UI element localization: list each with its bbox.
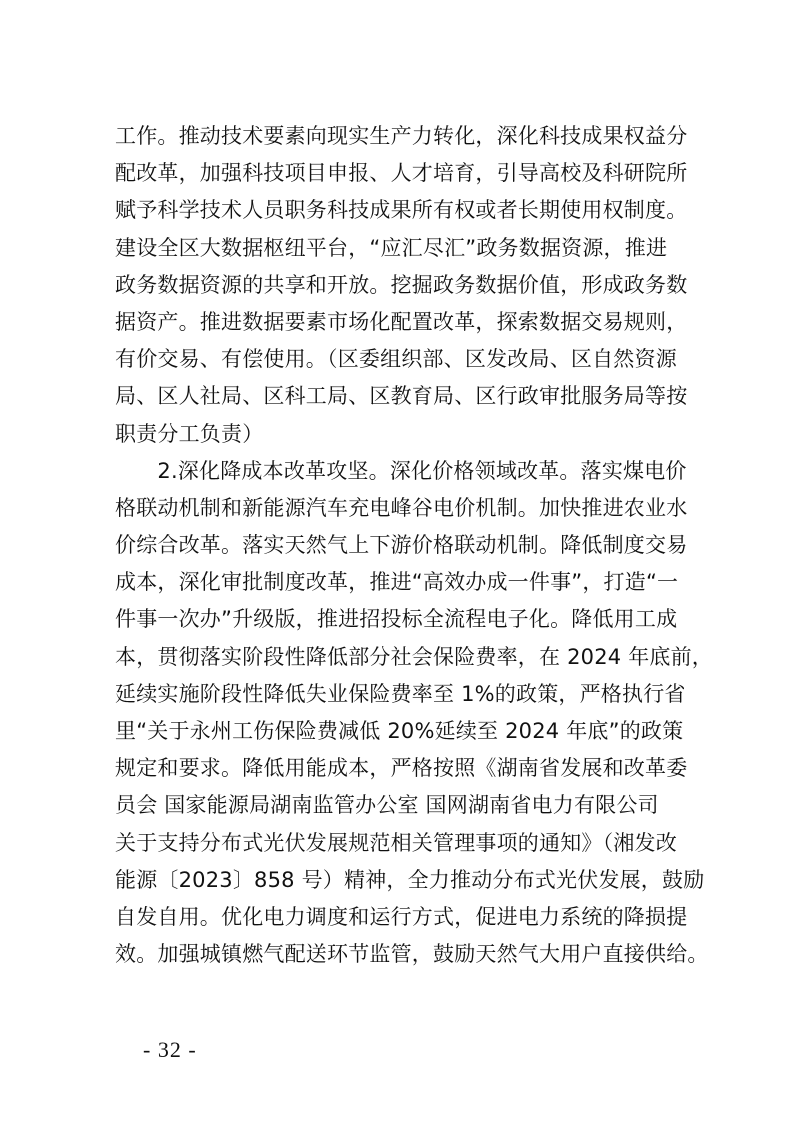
page-number: - 32 -	[143, 1037, 197, 1062]
text-line: 建设全区大数据枢纽平台，“应汇尽汇”政务数据资源，推进	[115, 235, 668, 260]
text-line: 有价交易、有偿使用。（区委组织部、区发改局、区自然资源	[115, 347, 677, 372]
text-line: 规定和要求。降低用能成本，严格按照《湖南省发展和改革委	[115, 756, 688, 781]
text-line: 价综合改革。落实天然气上下游价格联动机制。降低制度交易	[115, 533, 688, 558]
text-line: 工作。推动技术要素向现实生产力转化，深化科技成果权益分	[115, 124, 688, 148]
text-line: 格联动机制和新能源汽车充电峰谷电价机制。加快推进农业水	[115, 495, 688, 520]
text-line: 局、区人社局、区科工局、区教育局、区行政审批服务局等按	[115, 384, 688, 409]
text-line: 政务数据资源的共享和开放。挖掘政务数据价值，形成政务数	[115, 272, 688, 297]
text-line: 成本，深化审批制度改革，推进“高效办成一件事”，打造“一	[115, 570, 679, 595]
text-line: 本，贯彻落实阶段性降低部分社会保险费率，在 2024 年底前，	[115, 644, 713, 669]
text-line: 自发自用。优化电力调度和运行方式，促进电力系统的降损提	[115, 904, 688, 929]
text-line: 员会 国家能源局湖南监管办公室 国网湖南省电力有限公司	[115, 793, 659, 818]
text-line: 据资产。推进数据要素市场化配置改革，探索数据交易规则，	[115, 309, 688, 334]
text-line: 延续实施阶段性降低失业保险费率至 1%的政策，严格执行省	[115, 681, 686, 706]
text-line: 2.深化降成本改革攻坚。深化价格领域改革。落实煤电价	[115, 458, 687, 483]
text-line: 配改革，加强科技项目申报、人才培育，引导高校及科研院所	[115, 161, 688, 186]
text-line: 效。加强城镇燃气配送环节监管，鼓励天然气大用户直接供给。	[115, 942, 709, 967]
text-line: 职责分工负责）	[115, 421, 264, 446]
body-text	[115, 118, 715, 973]
text-line: 件事一次办”升级版，推进招投标全流程电子化。降低用工成	[115, 607, 678, 632]
text-line: 里“关于永州工伤保险费减低 20%延续至 2024 年底”的政策	[115, 719, 684, 743]
text-line: 能源〔2023〕858 号）精神，全力推动分布式光伏发展，鼓励	[115, 867, 705, 892]
text-line: 关于支持分布式光伏发展规范相关管理事项的通知》（湘发改	[115, 830, 677, 855]
text-line: 赋予科学技术人员职务科技成果所有权或者长期使用权制度。	[115, 198, 688, 223]
